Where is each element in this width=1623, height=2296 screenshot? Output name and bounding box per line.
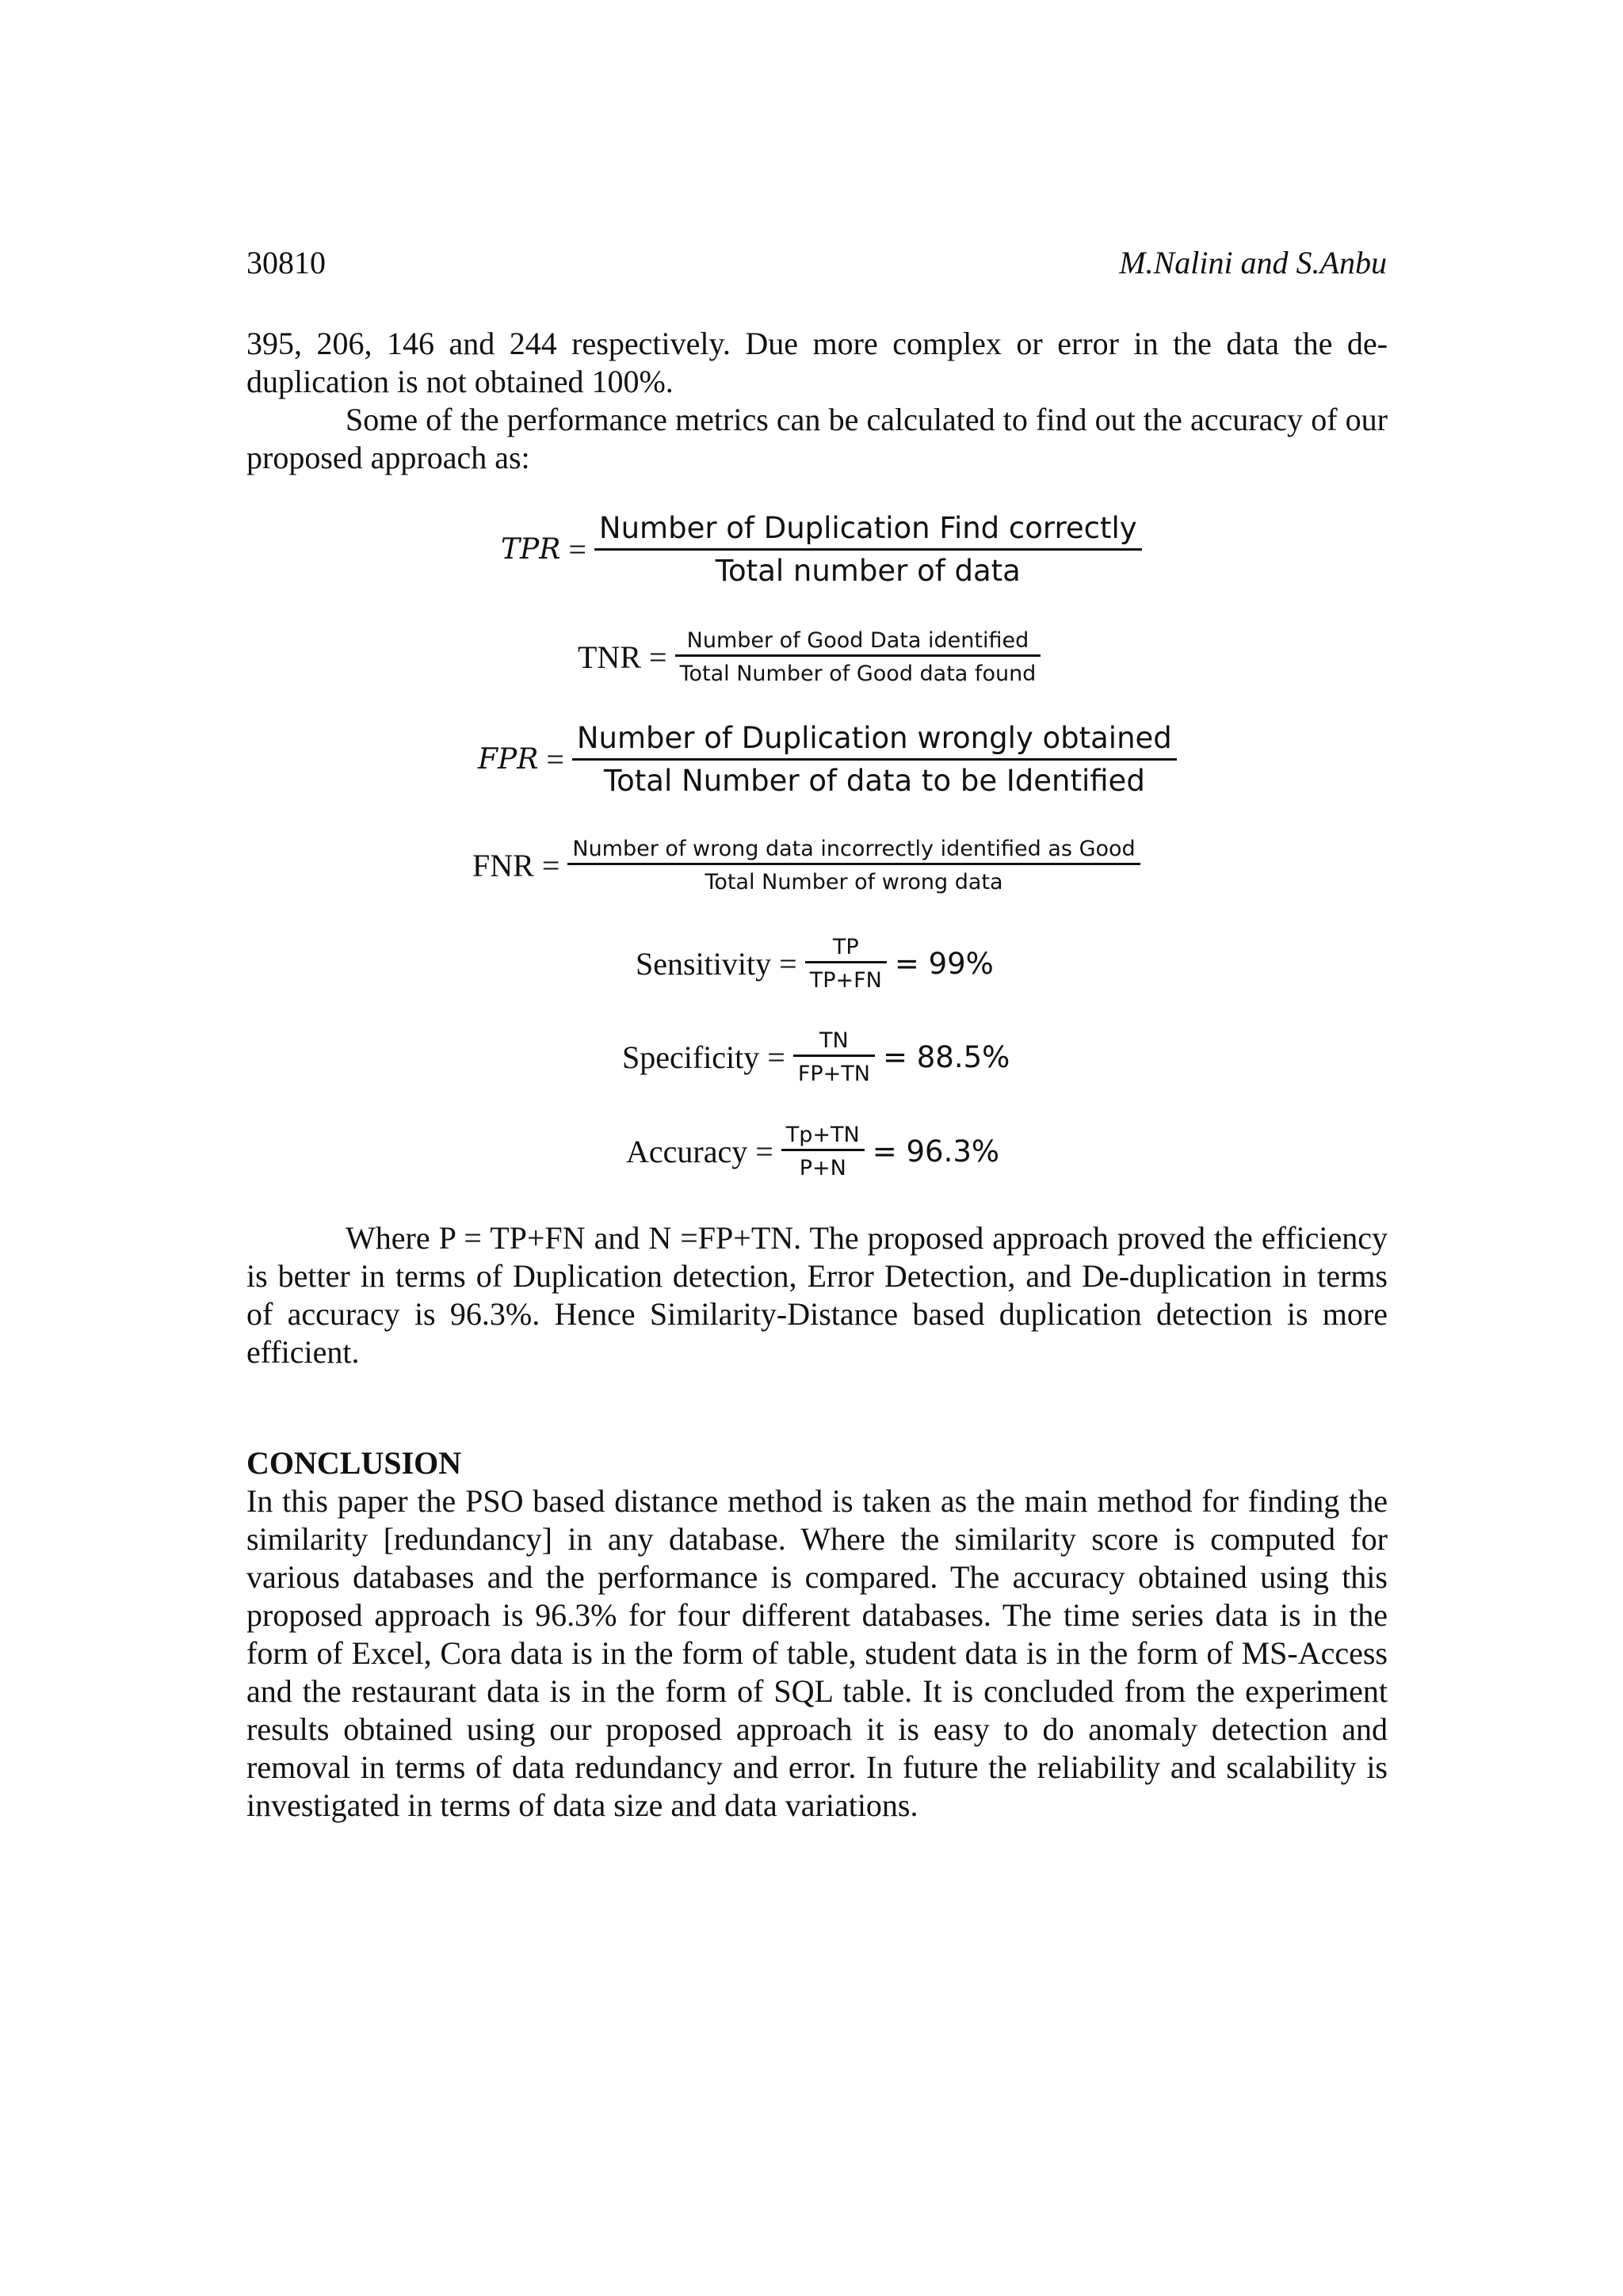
equation-fpr <box>478 721 1177 798</box>
numerator: Number of Duplication Find correctly <box>598 511 1137 545</box>
equation-lhs: FPR <box>478 743 539 776</box>
denominator: Total Number of wrong data <box>705 870 1003 894</box>
equals-sign: = <box>546 742 564 777</box>
fraction <box>793 1028 875 1086</box>
section-heading-conclusion: CONCLUSION <box>246 1445 462 1481</box>
fraction <box>572 721 1177 798</box>
equation-lhs: TNR <box>578 639 641 675</box>
equals-sign: = <box>649 639 667 675</box>
equation-specificity <box>622 1028 1010 1086</box>
page-number: 30810 <box>246 245 326 280</box>
equation-lhs: TPR <box>501 533 561 566</box>
numerator: Number of wrong data incorrectly identified as Good <box>572 837 1136 861</box>
paragraph-results: Where P = TP+FN and N =FP+TN. The proposed approach proved the efficiency is better in terms of Duplication detection, Error Detection, and De-duplication in terms of accuracy is 96.3%. Hence Similarity-Distance based duplication detection is more efficient. <box>246 1220 1388 1370</box>
numerator: Tp+TN <box>785 1123 860 1147</box>
numerator: Number of Duplication wrongly obtained <box>576 721 1172 755</box>
equation-sensitivity <box>636 935 994 993</box>
equation-lhs: Accuracy <box>626 1134 748 1169</box>
denominator: Total Number of Good data found <box>679 662 1037 686</box>
paragraph-metrics-intro: Some of the performance metrics can be calculated to find out the accuracy of our proposed approach as: <box>246 402 1388 475</box>
numerator: TN <box>819 1028 849 1053</box>
equation-fnr <box>472 837 1140 894</box>
equation-lhs: FNR <box>472 848 534 883</box>
fraction <box>781 1123 865 1180</box>
denominator: P+N <box>799 1156 846 1180</box>
equals-sign: = <box>779 946 797 982</box>
equation-lhs: Sensitivity <box>636 946 772 982</box>
equation-result: = 99% <box>894 947 994 981</box>
numerator: TP <box>832 935 859 959</box>
equation-tnr <box>578 628 1041 686</box>
fraction <box>567 837 1140 894</box>
numerator: Number of Good Data identified <box>686 628 1029 653</box>
paragraph-continued: 395, 206, 146 and 244 respectively. Due more complex or error in the data the de-duplication is not obtained 100%. <box>246 326 1388 399</box>
fraction <box>805 935 887 993</box>
equals-sign: = <box>568 532 586 567</box>
fraction <box>675 628 1041 686</box>
equals-sign: = <box>755 1134 773 1169</box>
paragraph-conclusion: In this paper the PSO based distance method is taken as the main method for finding the similarity [redundancy] in any database. Where the similarity score is computed for various databases and the performance is compared. The accuracy obtained using this proposed approach is 96.3% for four different databases. The time series data is in the form of Excel, Cora data is in the form of table, student data is in the form of MS-Access and the restaurant data is in the form of SQL table. It is concluded from the experiment results obtained using our proposed approach it is easy to do anomaly detection and removal in terms of data redundancy and error. In future the reliability and scalability is investigated in terms of data size and data variations. <box>246 1483 1388 1823</box>
equation-result: = 88.5% <box>882 1040 1010 1074</box>
running-header-authors: M.Nalini and S.Anbu <box>1119 245 1387 280</box>
denominator: Total number of data <box>715 554 1021 588</box>
equals-sign: = <box>767 1039 785 1075</box>
equation-tpr <box>501 511 1142 588</box>
denominator: FP+TN <box>797 1062 870 1086</box>
equals-sign: = <box>541 848 560 883</box>
equation-result: = 96.3% <box>872 1135 1000 1169</box>
denominator: TP+FN <box>809 968 882 993</box>
equation-accuracy <box>626 1123 999 1180</box>
denominator: Total Number of data to be Identified <box>603 764 1145 798</box>
equation-lhs: Specificity <box>622 1039 760 1075</box>
fraction <box>594 511 1142 588</box>
